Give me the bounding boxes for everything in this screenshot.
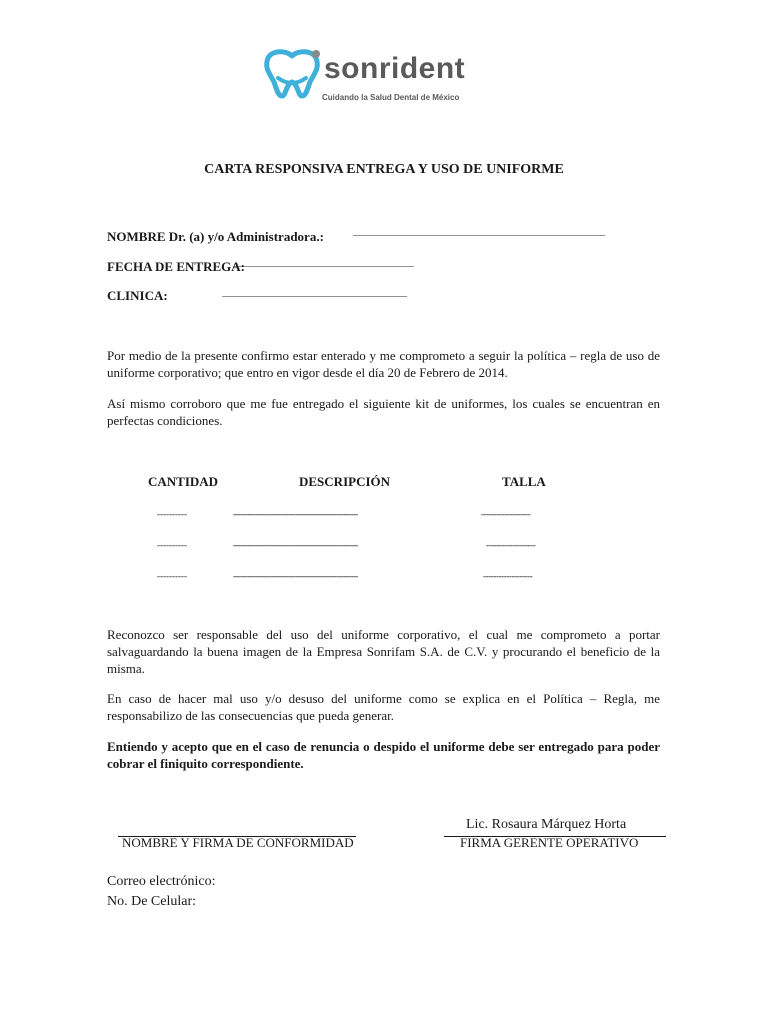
row1-descripcion: ---------------------------------------------------- <box>233 509 358 519</box>
fecha-label: FECHA DE ENTREGA: <box>107 259 245 274</box>
row2-descripcion: ---------------------------------------------------- <box>233 540 358 550</box>
row1-talla: ------------------- <box>481 509 531 519</box>
gerente-label: FIRMA GERENTE OPERATIVO <box>460 835 639 850</box>
paragraph-kit: Así mismo corroboro que me fue entregado el siguiente kit de uniformes, los cuales se encuentran en perfectas condiciones. <box>107 396 660 428</box>
header-cantidad: CANTIDAD <box>148 474 219 489</box>
row2-cantidad: ---------- <box>157 540 187 550</box>
brand-name: sonrident <box>324 52 466 85</box>
company-logo <box>260 44 510 110</box>
header-descripcion: DESCRIPCIÓN <box>299 474 391 489</box>
row1-cantidad: ---------- <box>157 509 187 519</box>
paragraph-politica: Por medio de la presente confirmo estar enterado y me comprometo a seguir la política – regla de uso de uniforme corporativo; que entro en vigor desde el día 20 de Febrero de 2014. <box>107 348 660 380</box>
row3-talla: ------------------- <box>483 571 533 581</box>
row3-descripcion: ---------------------------------------------------- <box>233 571 358 581</box>
nombre-blank: ____________________________________________________________ <box>353 227 606 237</box>
paragraph-renuncia: Entiendo y acepto que en el caso de renuncia o despido el uniforme debe ser entregado para poder cobrar el finiquito correspondiente. <box>107 739 660 771</box>
row3-cantidad: ---------- <box>157 571 187 581</box>
gerente-name: Lic. Rosaura Márquez Horta <box>466 817 627 832</box>
brand-tagline: Cuidando la Salud Dental de México <box>322 93 460 102</box>
nombre-label: NOMBRE Dr. (a) y/o Administradora.: <box>107 229 324 244</box>
phone-label: No. De Celular: <box>107 894 197 909</box>
paragraph-responsable: Reconozco ser responsable del uso del uniforme corporativo, el cual me comprometo a portar salvaguardando la buena imagen de la Empresa Sonrifam S.A. de C.V. y procurando el beneficio de la misma. <box>107 627 660 676</box>
clinica-blank: ____________________________________________ <box>222 288 407 298</box>
tooth-icon <box>260 48 326 100</box>
clinica-label: CLINICA: <box>107 288 168 303</box>
paragraph-consecuencias: En caso de hacer mal uso y/o desuso del uniforme como se explica en el Política – Regla, me responsabilizo de las consecuencias que pueda generar. <box>107 691 660 723</box>
document-title: CARTA RESPONSIVA ENTREGA Y USO DE UNIFORME <box>204 162 564 177</box>
fecha-blank: ___________________________________________ <box>233 258 414 268</box>
email-label: Correo electrónico: <box>107 874 216 889</box>
header-talla: TALLA <box>502 474 546 489</box>
row2-talla: ------------------- <box>486 540 536 550</box>
conformidad-label: NOMBRE Y FIRMA DE CONFORMIDAD <box>122 835 354 850</box>
